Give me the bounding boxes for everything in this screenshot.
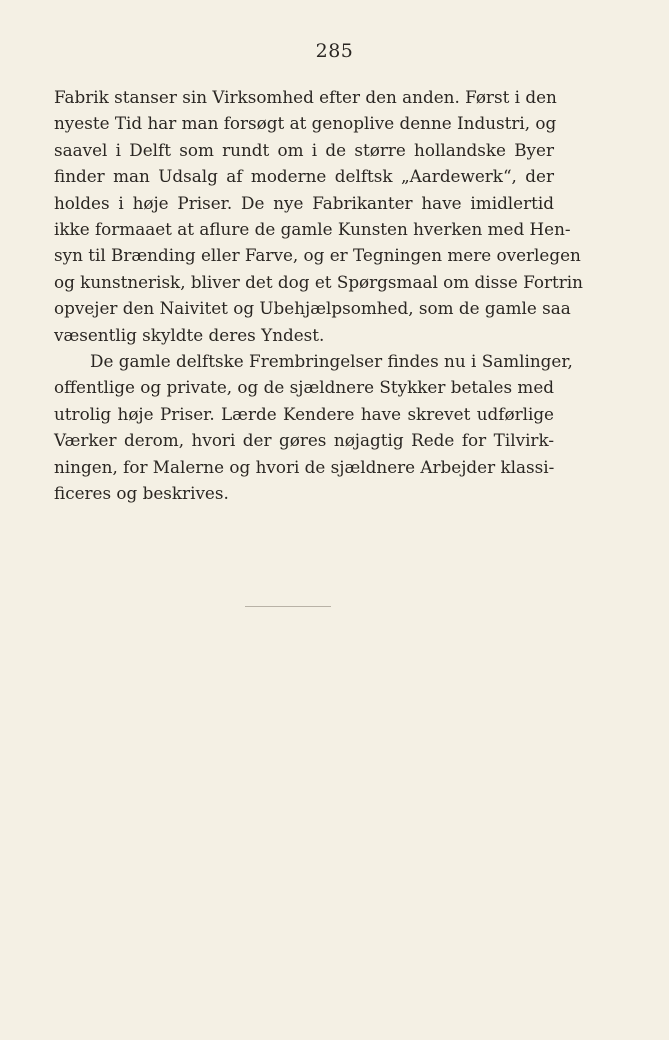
body-text bbox=[54, 84, 583, 507]
text-line: ficeres og beskrives. bbox=[54, 483, 229, 504]
text-line: offentlige og private, og de sjældnere Stykker betales med bbox=[54, 377, 554, 398]
text-line: ikke formaaet at aflure de gamle Kunsten hverken med Hen- bbox=[54, 219, 571, 240]
text-line: utrolig høje Priser. Lærde Kendere have skrevet udførlige bbox=[54, 403, 554, 424]
text-line: væsentlig skyldte deres Yndest. bbox=[54, 324, 325, 345]
text-line: De gamle delftske Frembringelser findes nu i Samlinger, bbox=[90, 351, 573, 372]
text-line: saavel i Delft som rundt om i de større hollandske Byer bbox=[54, 139, 554, 160]
text-line: Fabrik stanser sin Virksomhed efter den anden. Først i den bbox=[54, 87, 557, 107]
text-line: ningen, for Malerne og hvori de sjældnere Arbejder klassi- bbox=[54, 456, 555, 477]
section-divider bbox=[245, 606, 331, 607]
text-line: nyeste Tid har man forsøgt at genoplive denne Industri, og bbox=[54, 113, 557, 134]
text-line: holdes i høje Priser. De nye Fabrikanter have imidlertid bbox=[54, 192, 554, 213]
text-line: og kunstnerisk, bliver det dog et Spørgsmaal om disse Fortrin bbox=[54, 271, 583, 292]
text-line: opvejer den Naivitet og Ubehjælpsomhed, som de gamle saa bbox=[54, 298, 571, 319]
text-line: syn til Brænding eller Farve, og er Tegningen mere overlegen bbox=[54, 245, 581, 266]
page-number: 285 bbox=[315, 40, 354, 62]
text-line: Værker derom, hvori der gøres nøjagtig Rede for Tilvirk- bbox=[54, 430, 554, 451]
text-line: finder man Udsalg af moderne delftsk „Aardewerk“, der bbox=[54, 166, 554, 187]
